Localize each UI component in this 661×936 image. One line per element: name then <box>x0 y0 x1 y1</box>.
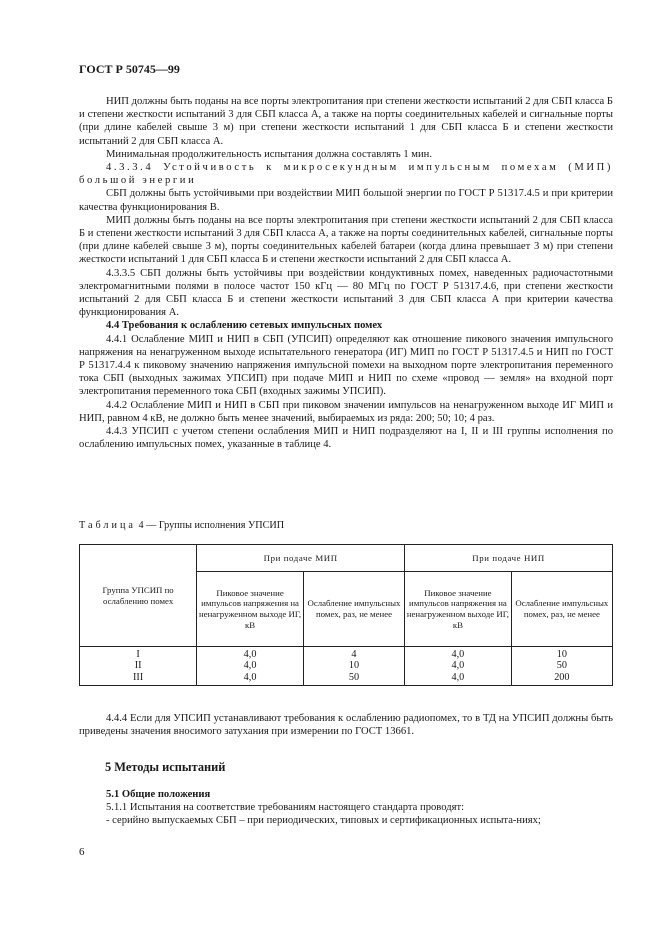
paragraph: 4.4.4 Если для УПСИП устанавливают требования к ослаблению радиопомех, то в ТД на УПСИП должны быть приведены значения вносимого затухания при измерении по ГОСТ 13661. <box>79 713 613 738</box>
paragraph: 4.3.3.5 СБП должны быть устойчивы при воздействии кондуктивных помех, наведенных радиочастотными электромагнитными полями в полосе частот 150 кГц — 80 МГц по ГОСТ Р 51317.4.6, при степени жесткости испытаний 2 для СБП класса Б и степени жесткости испытаний 3 для СБП класса А при критерии качества функционирования А. <box>79 267 613 319</box>
paragraph: МИП должны быть поданы на все порты электропитания при степени жесткости испытаний 2 для СБП класса Б и степени жесткости испытаний 3 для СБП класса А, а также на порты соединительных кабелей, сигнальные порты (при длине кабелей свыше 3 м), порты соединительных кабелей батареи (когда длина превышает 3 м) при степени жесткости испытаний 1 для СБП класса Б и степени жесткости испытаний 2 для СБП класса А. <box>79 214 613 266</box>
section-heading-4-4: 4.4 Требования к ослаблению сетевых импульсных помех <box>106 320 383 332</box>
nip-header: При подаче НИП <box>405 545 613 572</box>
table-4 <box>79 544 613 686</box>
subsection-title: 5.1 Общие положения <box>106 789 211 800</box>
paragraph: - серийно выпускаемых СБП – при периодических, типовых и сертификационных испыта-ниях; <box>106 815 541 827</box>
mip-atten-header: Ослабление импульсных помех, раз, не менее <box>303 572 404 647</box>
paragraph: 5.1.1 Испытания на соответствие требованиям настоящего стандарта проводят: <box>106 802 465 814</box>
paragraph: НИП должны быть поданы на все порты электропитания при степени жесткости испытаний 2 для СБП класса Б и степени жесткости испытаний 3 для СБП класса А, а также на порты соединительных кабелей и сигнальные порты (при длине кабелей свыше 3 м) при степени жесткости испытаний 1 для СБП класса Б и степени жесткости испытаний 2 для СБП класса А. <box>79 96 613 147</box>
page-number: 6 <box>79 846 85 858</box>
body-text <box>79 95 613 451</box>
nip-atten-values: 10 50 200 <box>511 647 612 686</box>
nip-atten-header: Ослабление импульсных помех, раз, не менее <box>511 572 612 647</box>
table-caption <box>79 520 284 531</box>
table-caption-text: 4 — Группы исполнения УПСИП <box>138 520 285 531</box>
section-5-1 <box>79 788 613 828</box>
group-values: I II III <box>80 647 197 686</box>
clause-4-4-4 <box>79 712 613 738</box>
group-header: Группа УПСИП по ослаблению помех <box>80 545 197 647</box>
nip-peak-values: 4,0 4,0 4,0 <box>405 647 512 686</box>
mip-atten-values: 4 10 50 <box>303 647 404 686</box>
paragraph: 4.4.1 Ослабление МИП и НИП в СБП (УПСИП) определяют как отношение пикового значения импульсного напряжения на ненагруженном выходе испытательного генератора (ИГ) МИП по ГОСТ Р 51317.4.5 и НИП по ГОСТ Р 51317.4.4 к пиковому значению напряжения импульсной помехи на выходном порте электропитания переменного тока СБП (выходных зажимах УПСИП) при подаче МИП и НИП по схеме «провод — земля» на входной порт электропитания переменного тока СБП (входных зажимы УПСИП). <box>79 333 613 398</box>
paragraph: СБП должны быть устойчивыми при воздействии МИП большой энергии по ГОСТ Р 51317.4.5 и при критерии качества функционирования В. <box>79 188 613 213</box>
table-caption-prefix: Таблица <box>79 520 136 531</box>
section-5-title: 5 Методы испытаний <box>105 760 226 774</box>
mip-peak-header: Пиковое значение импульсов напряжения на ненагруженном выходе ИГ, кВ <box>197 572 304 647</box>
nip-peak-header: Пиковое значение импульсов напряжения на ненагруженном выходе ИГ, кВ <box>405 572 512 647</box>
paragraph: 4.4.2 Ослабление МИП и НИП в СБП при пиковом значении импульсов на ненагруженном выходе ИГ МИП и НИП, равном 4 кВ, не должно быть менее значений, выбираемых из ряда: 200; 50; 10; 4 раз. <box>79 399 613 424</box>
clause-heading: 4.3.3.4 Устойчивость к микросекундным импульсным помехам (МИП) большой энергии <box>79 162 613 187</box>
paragraph: Минимальная продолжительность испытания должна составлять 1 мин. <box>106 148 432 160</box>
mip-peak-values: 4,0 4,0 4,0 <box>197 647 304 686</box>
standard-header: ГОСТ Р 50745—99 <box>79 62 180 76</box>
paragraph: 4.4.3 УПСИП с учетом степени ослабления МИП и НИП подразделяют на I, II и III группы исполнения по ослаблению импульсных помех, указанные в таблице 4. <box>79 426 613 451</box>
mip-header: При подаче МИП <box>197 545 405 572</box>
